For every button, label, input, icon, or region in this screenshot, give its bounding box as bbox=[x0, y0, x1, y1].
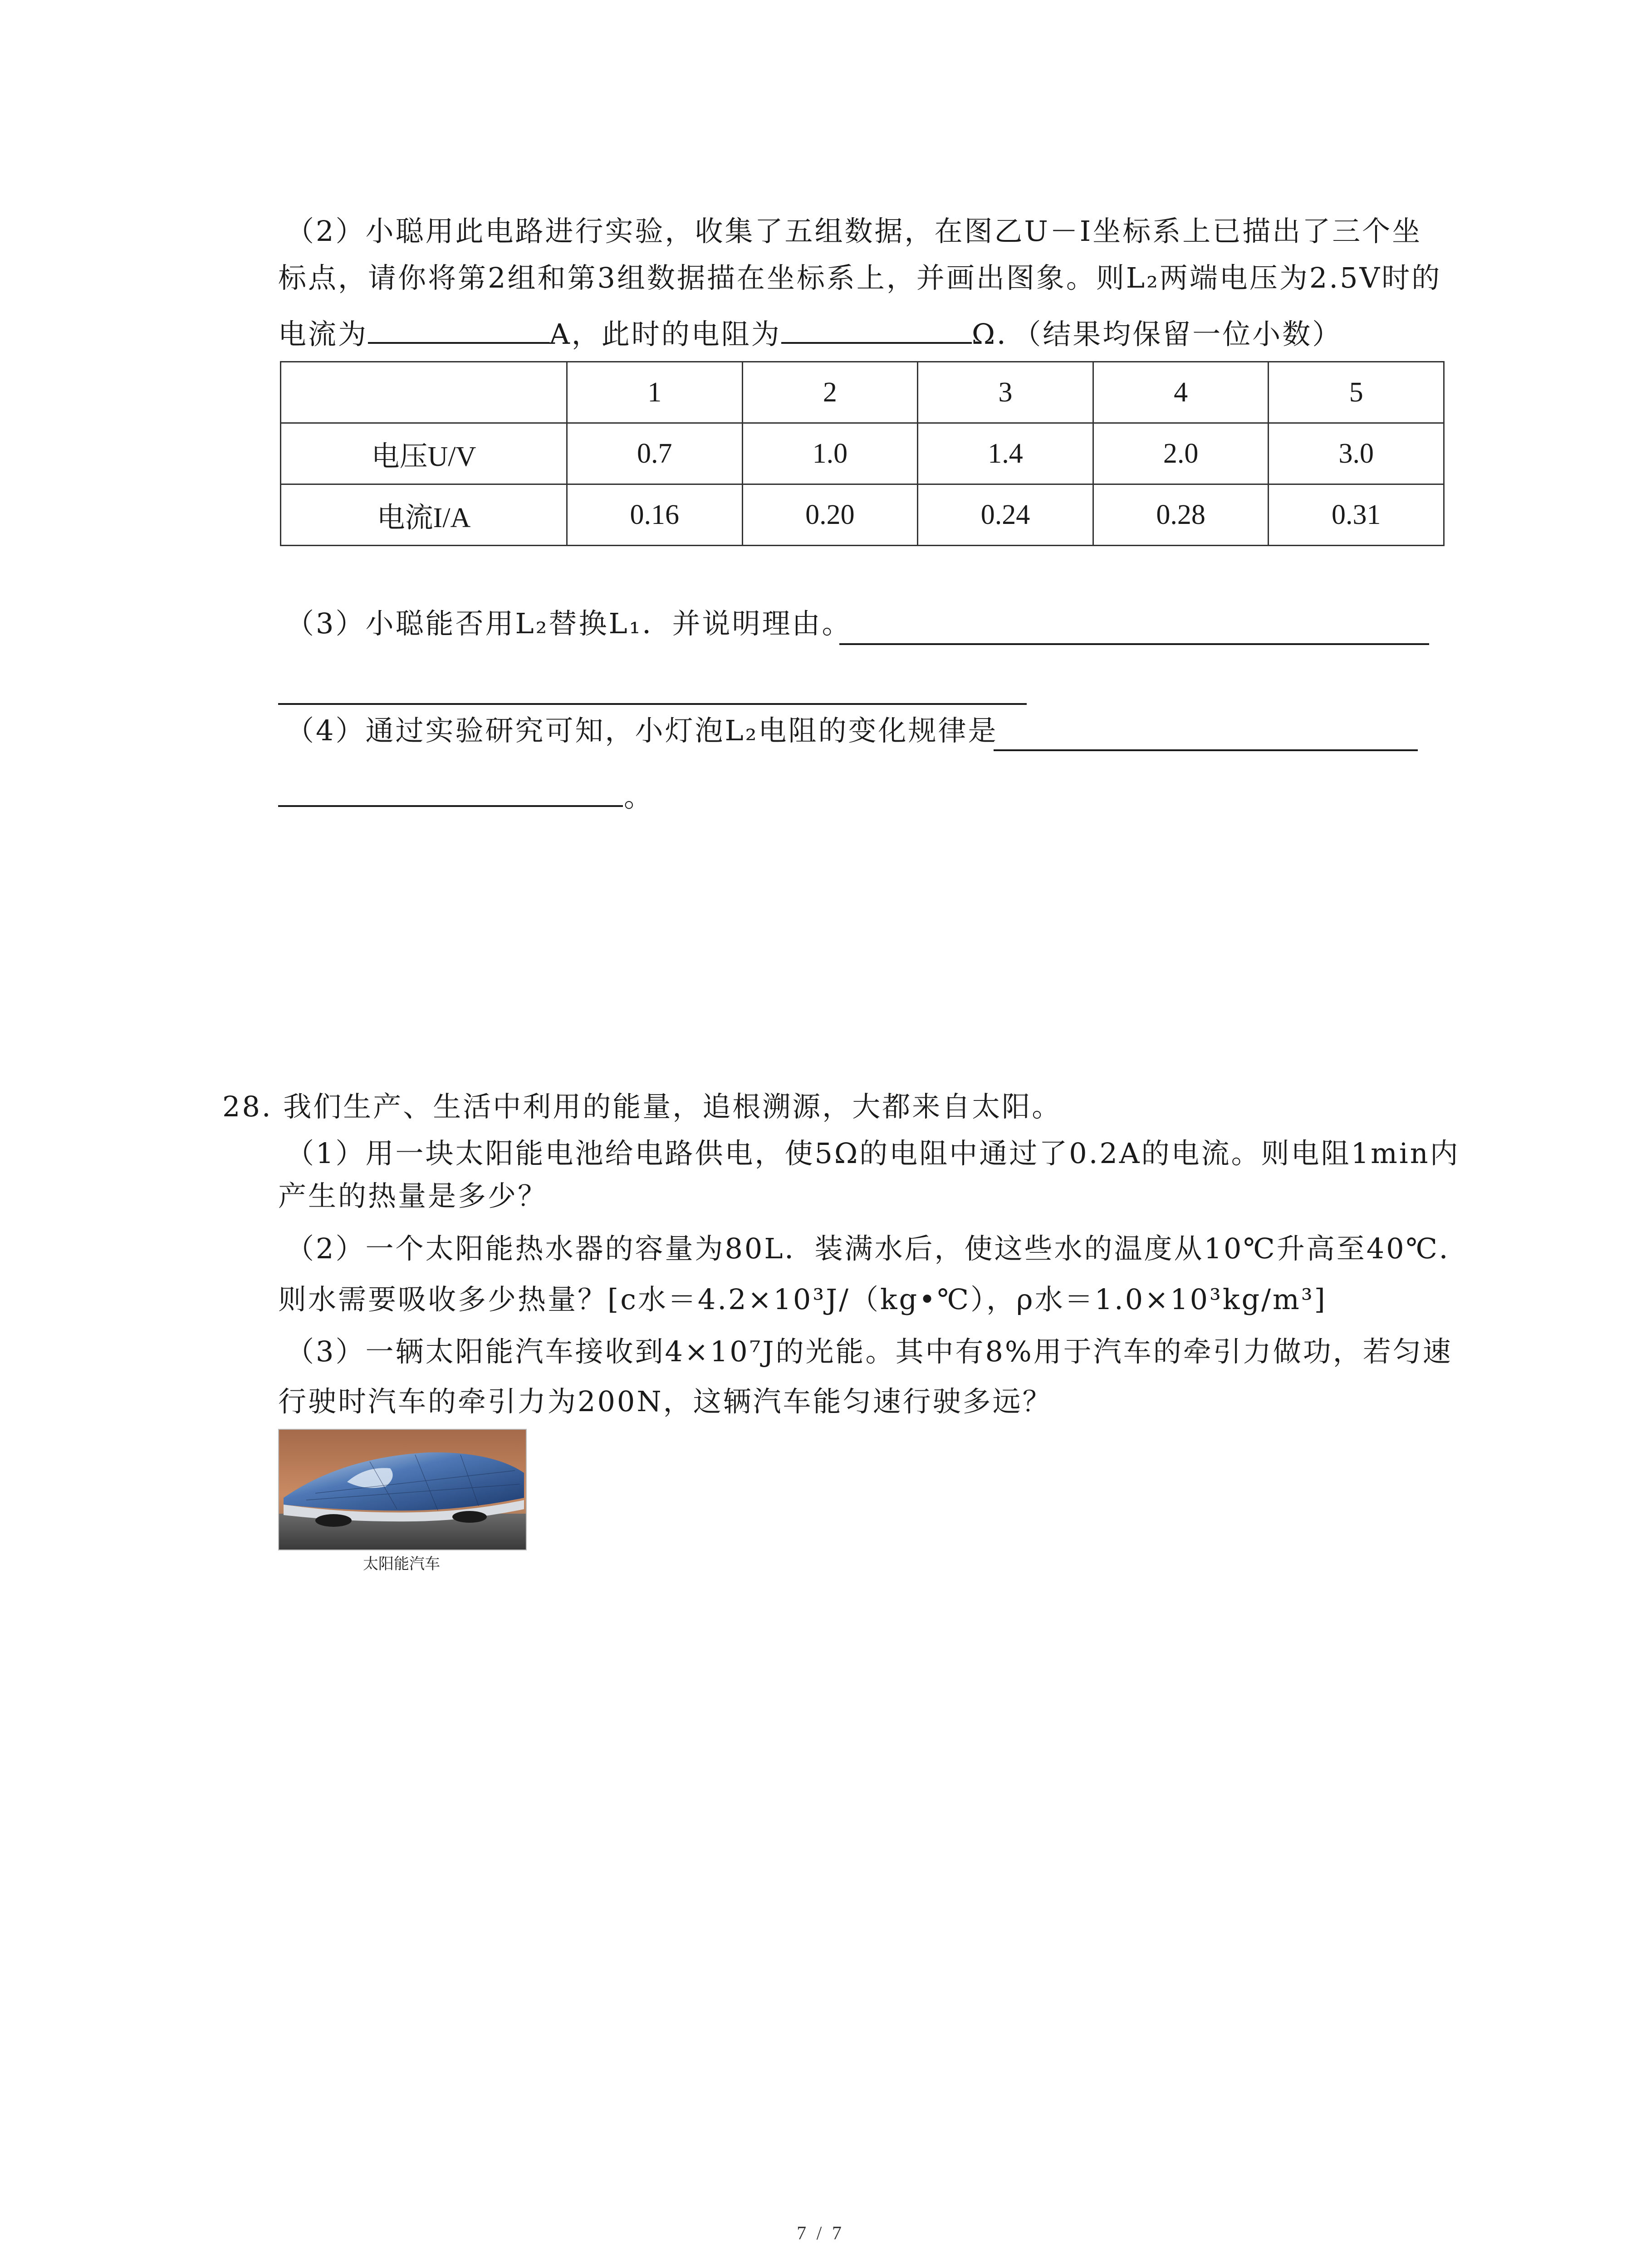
row-label: 电流I/A bbox=[281, 484, 567, 546]
q28-part3-line1: （3）一辆太阳能汽车接收到4×10⁷J的光能。其中有8%用于汽车的牵引力做功，若匀速 bbox=[286, 1335, 1453, 1368]
table-cell: 0.20 bbox=[742, 484, 918, 546]
table-cell: 0.28 bbox=[1093, 484, 1269, 546]
table-cell: 3.0 bbox=[1269, 423, 1444, 484]
q27-part2-line3-mid: A，此时的电阻为 bbox=[549, 318, 781, 351]
image-caption: 太阳能汽车 bbox=[363, 1555, 440, 1573]
q28-part1-line1: （1）用一块太阳能电池给电路供电，使5Ω的电阻中通过了0.2A的电流。则电阻1min内 bbox=[286, 1137, 1460, 1170]
table-row bbox=[281, 423, 1444, 484]
q28-part1-line2: 产生的热量是多少？ bbox=[278, 1179, 548, 1212]
q28-part3-line2: 行驶时汽车的牵引力为200N，这辆汽车能匀速行驶多远？ bbox=[278, 1385, 1053, 1418]
table-cell: 1.4 bbox=[918, 423, 1093, 484]
table-header-cell: 5 bbox=[1269, 362, 1444, 423]
q28-part2-line1: （2）一个太阳能热水器的容量为80L．装满水后，使这些水的温度从10℃升高至40℃． bbox=[286, 1232, 1470, 1265]
q27-part2-line3-prefix: 电流为 bbox=[278, 318, 368, 351]
solar-car-image bbox=[278, 1429, 527, 1550]
q28-stem: 28. 我们生产、生活中利用的能量，追根溯源，大都来自太阳。 bbox=[222, 1090, 1062, 1123]
table-cell: 0.7 bbox=[567, 423, 743, 484]
table-row bbox=[281, 484, 1444, 546]
table-cell: 0.16 bbox=[567, 484, 743, 546]
table-header-cell: 4 bbox=[1093, 362, 1269, 423]
q27-part2-line1: （2）小聪用此电路进行实验，收集了五组数据，在图乙U－I坐标系上已描出了三个坐 bbox=[286, 215, 1422, 248]
q27-part4-text: （4）通过实验研究可知，小灯泡L₂电阻的变化规律是 bbox=[286, 714, 998, 747]
current-answer-blank[interactable] bbox=[368, 314, 549, 344]
table-cell: 0.24 bbox=[918, 484, 1093, 546]
part4-answer-blank-line2[interactable] bbox=[278, 805, 623, 807]
table-header-cell: 2 bbox=[742, 362, 918, 423]
q27-part2-line3-suffix: Ω．（结果均保留一位小数） bbox=[971, 318, 1342, 351]
q27-part3-text: （3）小聪能否用L₂替换L₁．并说明理由。 bbox=[286, 607, 852, 640]
part3-answer-blank[interactable] bbox=[839, 643, 1429, 645]
q27-part2-line2: 标点，请你将第2组和第3组数据描在坐标系上，并画出图象。则L₂两端电压为2.5V时的 bbox=[278, 261, 1442, 294]
row-label: 电压U/V bbox=[281, 423, 567, 484]
data-table bbox=[280, 361, 1445, 546]
resistance-answer-blank[interactable] bbox=[781, 314, 972, 344]
table-cell: 1.0 bbox=[742, 423, 918, 484]
table-header-row bbox=[281, 362, 1444, 423]
table-header-cell bbox=[281, 362, 567, 423]
q27-part2-line3 bbox=[278, 314, 1342, 355]
part3-answer-blank-line2[interactable] bbox=[278, 703, 1027, 705]
part4-period: 。 bbox=[624, 780, 654, 813]
q28-part2-line2: 则水需要吸收多少热量？[c水＝4.2×10³J/（kg•℃），ρ水＝1.0×10³kg/m³] bbox=[278, 1283, 1327, 1316]
table-header-cell: 3 bbox=[918, 362, 1093, 423]
part4-answer-blank[interactable] bbox=[994, 749, 1418, 751]
page-number: 7 / 7 bbox=[797, 2223, 844, 2244]
table-cell: 2.0 bbox=[1093, 423, 1269, 484]
table-header-cell: 1 bbox=[567, 362, 743, 423]
table-cell: 0.31 bbox=[1269, 484, 1444, 546]
